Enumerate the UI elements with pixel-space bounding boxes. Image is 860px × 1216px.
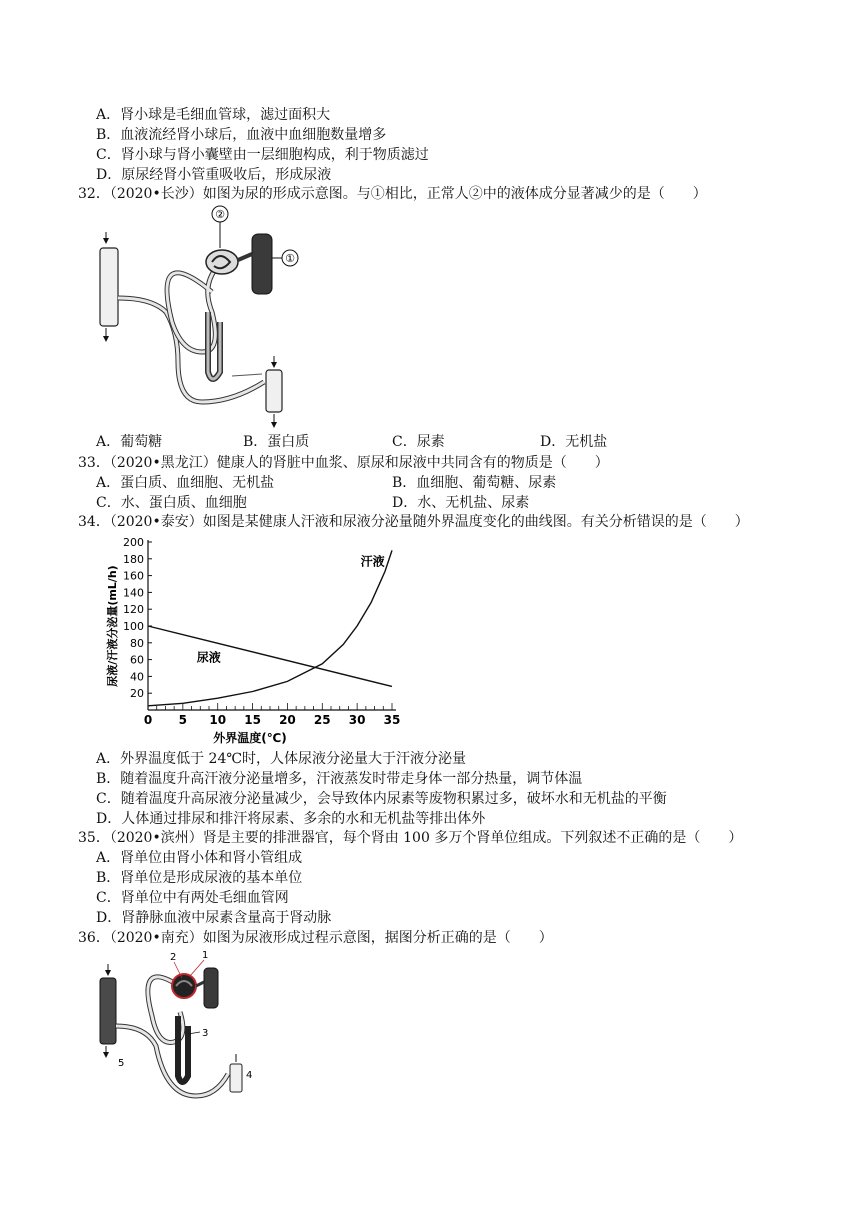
q34-option-c: C．随着温度升高尿液分泌量减少，会导致体内尿素等废物积累过多，破坏水和无机盐的平衡 — [96, 791, 667, 807]
q33-option-a: A．蛋白质、血细胞、无机盐 — [96, 475, 275, 491]
q34-stem: 34．（2020•泰安）如图是某健康人汗液和尿液分泌量随外界温度变化的曲线图。有关分析错误的是（ ） — [78, 514, 749, 530]
nephron-diagram-32 — [92, 202, 312, 432]
q32-stem: 32．（2020•长沙）如图为尿的形成示意图。与①相比，正常人②中的液体成分显著减少的是（ ） — [78, 186, 707, 202]
x-axis-title: 外界温度(℃) — [213, 731, 287, 745]
series-label-urine: 尿液 — [196, 650, 221, 665]
series-label-sweat: 汗液 — [360, 554, 385, 569]
x-tick-label: 30 — [348, 713, 366, 727]
x-tick-label: 20 — [279, 713, 296, 727]
q35-option-b: B．肾单位是形成尿液的基本单位 — [96, 870, 303, 886]
y-tick-label: 100 — [123, 620, 144, 633]
x-tick-label: 10 — [209, 713, 227, 727]
q31-option-d: D．原尿经肾小管重吸收后，形成尿液 — [96, 167, 332, 183]
y-tick-label: 80 — [130, 636, 144, 650]
x-tick-label: 35 — [383, 713, 401, 727]
x-tick-label: 25 — [313, 713, 331, 727]
y-tick-label: 140 — [123, 586, 144, 600]
label-2: 2 — [170, 952, 177, 963]
q32-option-c: C．尿素 — [392, 434, 445, 450]
y-tick-label: 120 — [123, 603, 144, 617]
q31-option-b: B．血液流经肾小球后，血液中血细胞数量增多 — [96, 127, 387, 143]
q35-option-c: C．肾单位中有两处毛细血管网 — [96, 890, 289, 906]
q33-option-b: B．血细胞、葡萄糖、尿素 — [392, 475, 557, 491]
q34-option-b: B．随着温度升高汗液分泌量增多，汗液蒸发时带走身体一部分热量，调节体温 — [96, 771, 583, 787]
y-tick-label: 40 — [130, 670, 144, 684]
q31-option-c: C．肾小球与肾小囊壁由一层细胞构成，利于物质滤过 — [96, 147, 429, 163]
y-tick-label: 60 — [130, 653, 144, 667]
q33-option-c: C．水、蛋白质、血细胞 — [96, 495, 247, 511]
label-1: ① — [285, 252, 295, 265]
q34-option-a: A．外界温度低于 24℃时，人体尿液分泌量大于汗液分泌量 — [96, 751, 467, 767]
q33-stem: 33．（2020•黑龙江）健康人的肾脏中血浆、原尿和尿液中共同含有的物质是（ ） — [78, 455, 609, 471]
label-1: 1 — [202, 950, 209, 961]
q34-option-d: D．人体通过排尿和排汗将尿素、多余的水和无机盐等排出体外 — [96, 811, 486, 827]
series-line-sweat — [148, 550, 392, 705]
q35-option-d: D．肾静脉血液中尿素含量高于肾动脉 — [96, 910, 332, 926]
label-3: 3 — [202, 1028, 209, 1039]
x-tick-label: 5 — [178, 713, 188, 727]
y-tick-label: 200 — [123, 536, 144, 549]
label-4: 4 — [246, 1070, 253, 1081]
series-line-urine — [148, 626, 392, 686]
q36-stem: 36．（2020•南充）如图为尿液形成过程示意图，据图分析正确的是（ ） — [78, 930, 553, 946]
q31-option-a: A．肾小球是毛细血管球，滤过面积大 — [96, 107, 331, 123]
y-axis-title: 尿液/汗液分泌量(mL/h) — [106, 565, 119, 687]
q32-option-d: D．无机盐 — [540, 434, 608, 450]
y-tick-label: 160 — [123, 569, 144, 583]
y-tick-label: 180 — [123, 552, 144, 566]
q33-option-d: D．水、无机盐、尿素 — [392, 495, 530, 511]
label-2: ② — [215, 208, 225, 221]
x-tick-label: 15 — [244, 713, 261, 727]
q32-option-a: A．葡萄糖 — [96, 434, 163, 450]
q32-option-b: B．蛋白质 — [243, 434, 310, 450]
y-tick-label: 20 — [130, 687, 144, 701]
q35-stem: 35．（2020•滨州）肾是主要的排泄器官，每个肾由 100 多万个肾单位组成。下列叙述不正确的是（ ） — [78, 830, 743, 846]
nephron-diagram-36 — [96, 946, 256, 1106]
secretion-chart — [96, 532, 406, 748]
x-tick-label: 0 — [143, 713, 153, 727]
q35-option-a: A．肾单位由肾小体和肾小管组成 — [96, 850, 303, 866]
label-5: 5 — [118, 1058, 125, 1069]
